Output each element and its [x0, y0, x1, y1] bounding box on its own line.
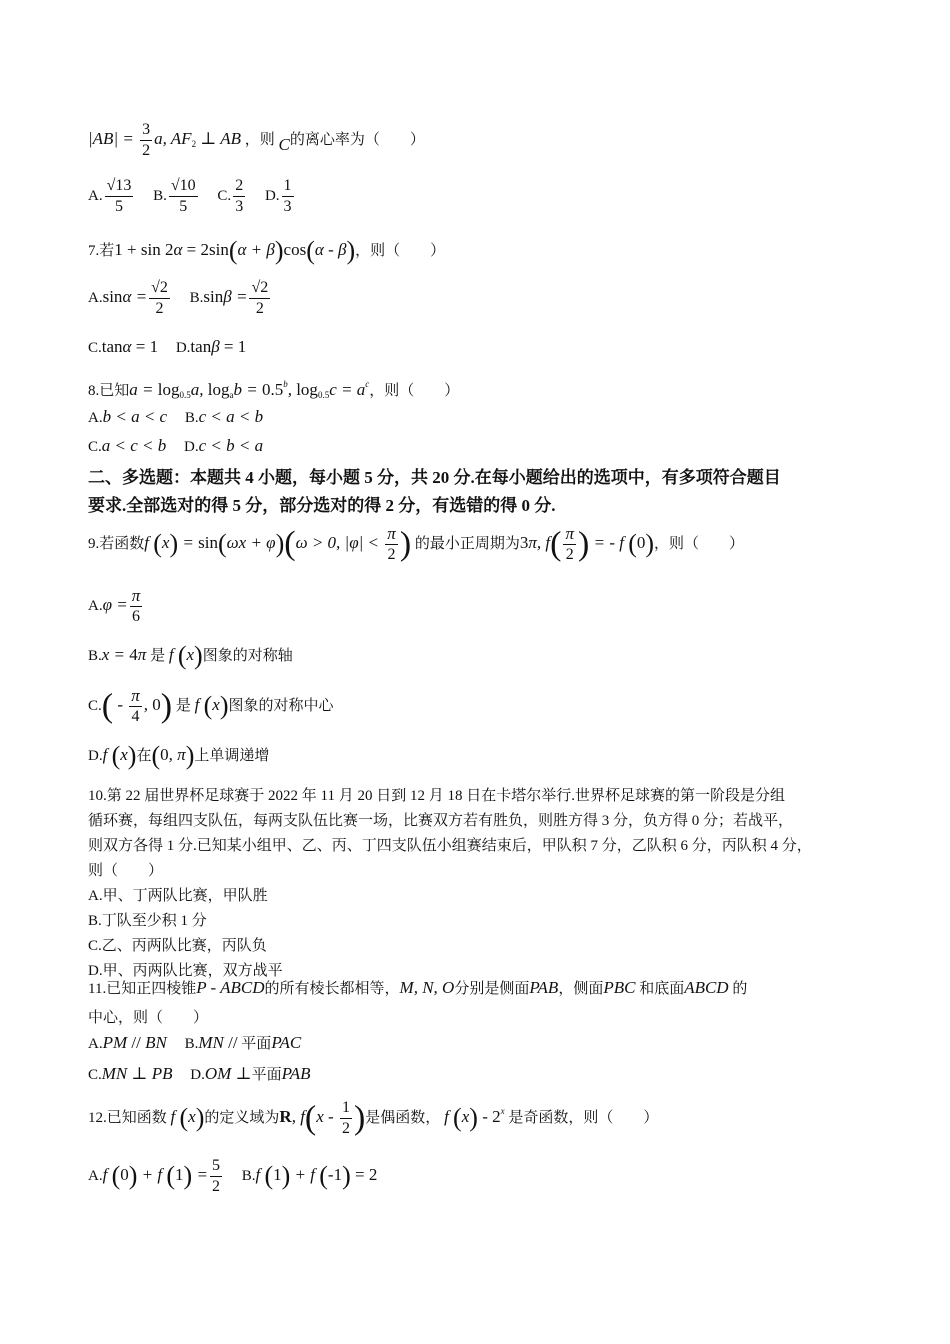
q9-option-c: C.( - $\frac{\pi}{4}$ , 0) 是 f (x)图象的对称中心 — [88, 686, 334, 725]
q10-option-a: A.甲、丁两队比赛，甲队胜 — [88, 888, 268, 904]
q9-option-d: D.f (x)在(0, π)上单调递增 — [88, 741, 270, 771]
q10-option-c: C.乙、丙两队比赛，丙队负 — [88, 938, 267, 954]
q10-option-b: B.丁队至少积 1 分 — [88, 913, 207, 929]
q7-options-ab: A.sinα = $\frac{√2}{2}$ B.sinβ = $\frac{√2}{2}$ — [88, 279, 269, 317]
q6-options: A. $\frac{√13}{5}$ B. $\frac{√10}{5}$ C. $\frac{2}{3}$ D. $\frac{1}{3}$ — [88, 177, 292, 215]
q7-options-cd: C.tanα = 1 D.tanβ = 1 — [88, 337, 247, 356]
section-heading-line2: 要求.全部选对的得 5 分，部分选对的得 2 分，有选错的得 0 分. — [88, 496, 556, 515]
option-label: A. — [88, 187, 103, 204]
section-heading-line1: 二、多选题：本题共 4 小题，每小题 5 分，共 20 分.在每小题给出的选项中，有多项符合题目 — [88, 468, 781, 487]
q9-option-b: B.x = 4π 是 f (x)图象的对称轴 — [88, 641, 293, 671]
q6-line: |AB| = $\frac{3}{2}$ a, $AF_2$ ⊥ AB ，则 C的离心率为（ ） — [88, 121, 425, 159]
q10-option-d: D.甲、丙两队比赛，双方战平 — [88, 963, 283, 979]
option-label: C. — [217, 187, 232, 204]
q11-stem-line2: 中心，则（ ） — [88, 1010, 209, 1026]
q7-stem: 7.若1 + sin 2α = 2sin(α + β)cos(α - β)，则（ ） — [88, 236, 446, 266]
q11-options-ab: A.PM // BN B.MN // 平面PAC — [88, 1033, 302, 1052]
q11-stem-line1: 11.已知正四棱锥P - ABCD的所有棱长都相等，M, N, O分别是侧面PAB，侧面PBC 和底面ABCD 的 — [88, 978, 748, 997]
q10-stem: 10.第 22 届世界杯足球赛于 2022 年 11 月 20 日到 12 月 18 日在卡塔尔举行.世界杯足球赛的第一阶段是分组 循环赛，每组四支队伍，每两支队伍比赛一场，比赛双方若有胜负，则胜方得 3 分，负方得 0 分；若战平， 则双方各得 1 分.已知某小组甲、乙、丙、丁四支队伍小组赛结束后，甲队积 7 分，乙队积 6 分，丙队积 4 分， 则（ ） A.甲、丁两队比赛，甲队胜 B.丁队至少积 1 分 C.乙、丙两队比赛，丙队负 D.甲、丙两队比赛，双方战平 — [88, 784, 868, 984]
q8-options-ab: A.b < a < c B.c < a < b — [88, 407, 264, 426]
q8-stem: 8.已知$a = \log_{0.5}a$, $\log_ab = 0.5^b$, $\log_{0.5}c = a^c$，则（ ） — [88, 379, 460, 400]
q12-stem: 12.已知函数 f (x)的定义域为R, f(x - $\frac{1}{2}$ )是偶函数， f (x) - 2$^x$ 是奇函数，则（ ） — [88, 1099, 659, 1137]
q12-options-ab: A.f (0) + f (1) = $\frac{5}{2}$ B.f (1) + f (-1) = 2 — [88, 1157, 378, 1195]
q9-option-a: A.φ = $\frac{\pi}{6}$ — [88, 586, 141, 625]
q8-options-cd: C.a < c < b D.c < b < a — [88, 436, 264, 455]
q9-stem: 9.若函数f (x) = sin(ωx + φ)(ω > 0, |φ| < $\frac{\pi}{2}$ ) 的最小正周期为3π, f( $\frac{\pi}{2}$ ) = - f (0)，则（ ） — [88, 524, 745, 563]
option-label: D. — [264, 187, 280, 204]
option-label: B. — [153, 187, 167, 204]
q11-options-cd: C.MN ⊥ PB D.OM ⊥平面PAB — [88, 1064, 311, 1083]
